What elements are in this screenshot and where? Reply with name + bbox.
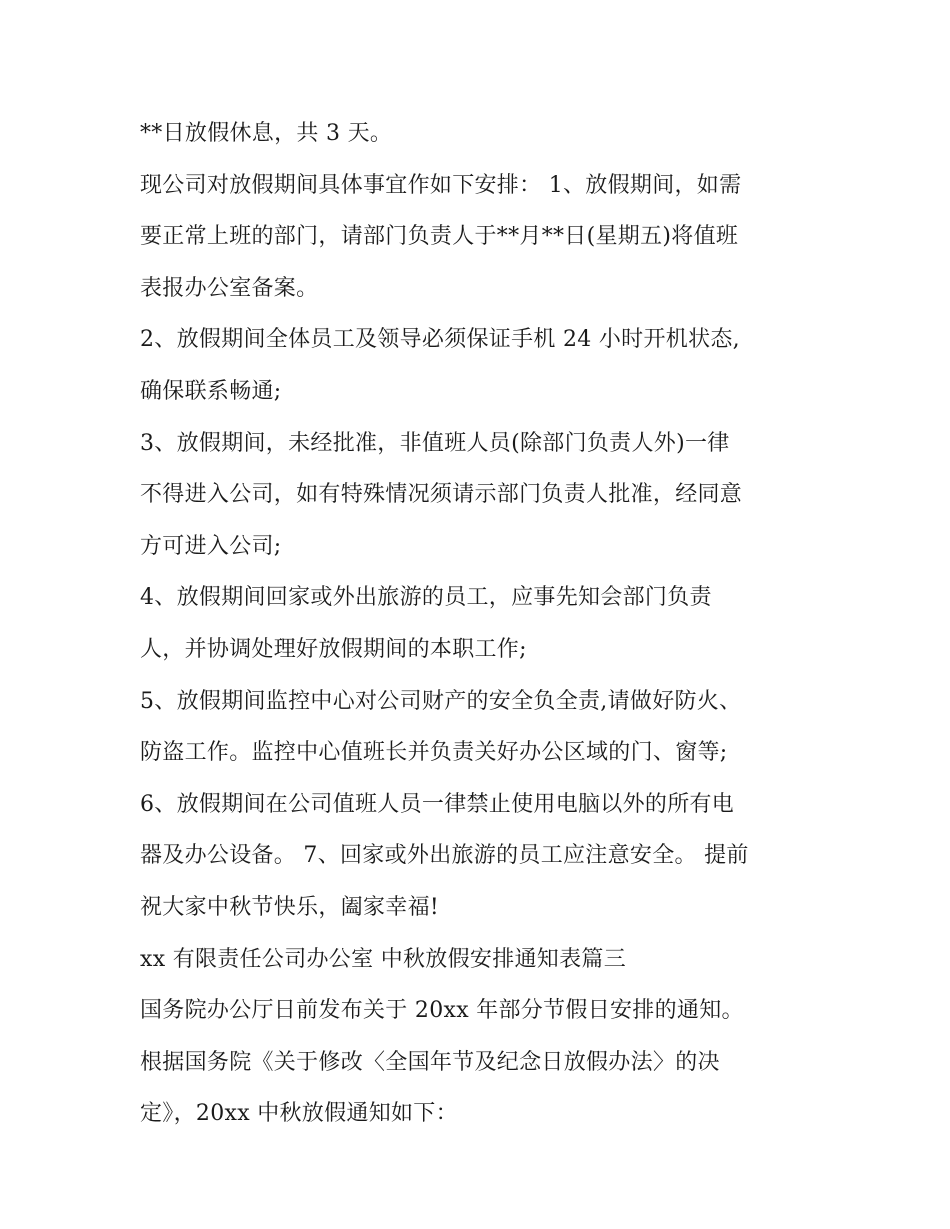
text-line: 5、放假期间监控中心对公司财产的安全负全责,请做好防火、 (140, 688, 742, 714)
text-line: 方可进入公司; (140, 533, 282, 559)
text-line: 要正常上班的部门，请部门负责人于**月**日(星期五)将值班 (140, 224, 739, 250)
text-line: 祝大家中秋节快乐，阖家幸福! (140, 894, 440, 920)
text-line: 根据国务院《关于修改〈全国年节及纪念日放假办法〉的决 (140, 1049, 720, 1075)
text-line: 定》，20xx 中秋放假通知如下： (140, 1101, 458, 1127)
text-line: 人，并协调处理好放假期间的本职工作; (140, 636, 527, 662)
text-line: 3、放假期间，未经批准，非值班人员(除部门负责人外)一律 (140, 430, 730, 456)
text-line: 4、放假期间回家或外出旅游的员工，应事先知会部门负责 (140, 585, 712, 611)
text-line: 6、放假期间在公司值班人员一律禁止使用电脑以外的所有电 (140, 791, 735, 817)
text-line: 国务院办公厅日前发布关于 20xx 年部分节假日安排的通知。 (140, 998, 744, 1024)
text-line: 防盗工作。监控中心值班长并负责关好办公区域的门、窗等; (140, 740, 728, 766)
text-line: 确保联系畅通; (140, 378, 282, 404)
text-line: 2、放假期间全体员工及领导必须保证手机 24 小时开机状态, (140, 327, 740, 353)
text-line: 器及办公设备。 7、回家或外出旅游的员工应注意安全。 提前 (140, 843, 749, 869)
section-heading: xx 有限责任公司办公室 中秋放假安排通知表篇三 (140, 946, 627, 972)
text-line: **日放假休息，共 3 天。 (140, 121, 393, 146)
document-body (140, 108, 840, 1140)
text-line: 不得进入公司，如有特殊情况须请示部门负责人批准，经同意 (140, 482, 743, 508)
text-line: 表报办公室备案。 (140, 275, 319, 301)
text-line: 现公司对放假期间具体事宜作如下安排： 1、放假期间，如需 (140, 172, 742, 198)
